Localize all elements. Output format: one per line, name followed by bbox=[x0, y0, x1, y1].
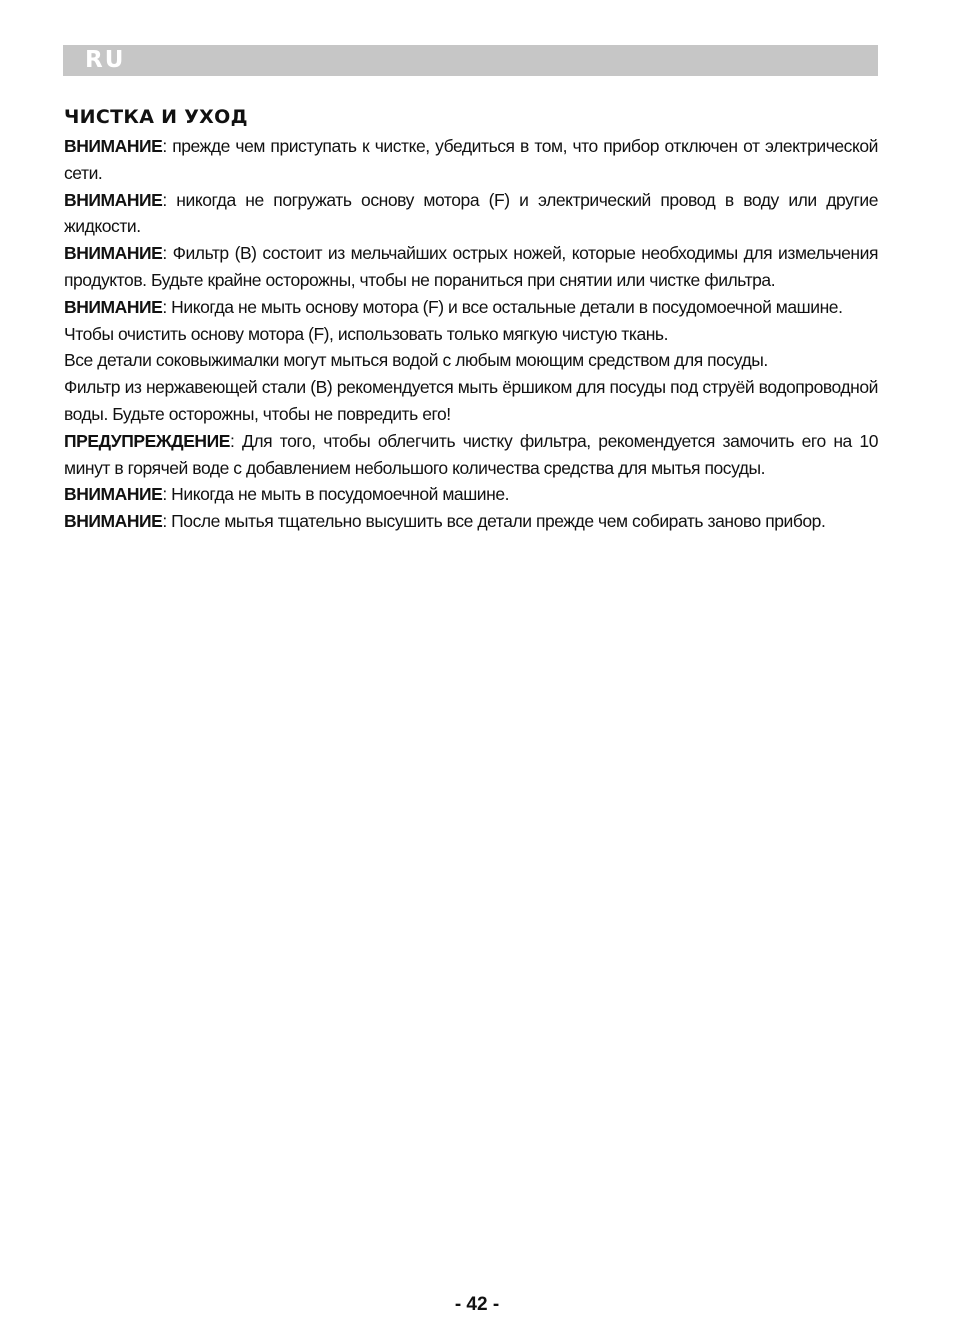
paragraph-warning-unplug bbox=[64, 133, 878, 187]
paragraph-text: : Фильтр (B) состоит из мельчайших острых ножей, которые необходимы для измельчения продуктов. Будьте крайне осторожны, чтобы не пораниться при снятии или чистке фильтра. bbox=[64, 243, 878, 290]
paragraph-text: : После мытья тщательно высушить все детали прежде чем собирать заново прибор. bbox=[162, 511, 826, 532]
paragraph-text: : никогда не погружать основу мотора (F) и электрический провод в воду или другие жидкости. bbox=[64, 189, 878, 237]
paragraph-warning-dry-parts bbox=[64, 508, 878, 535]
paragraph-text: Фильтр из нержавеющей стали (B) рекомендуется мыть ёршиком для посуды под струёй водопроводной воды. Будьте осторожны, чтобы не повредить его! bbox=[64, 377, 878, 424]
paragraph-label: ВНИМАНИЕ bbox=[64, 189, 163, 210]
paragraph-warning-filter-blades bbox=[64, 240, 878, 294]
paragraph-clean-motor-base bbox=[64, 321, 878, 348]
section-title: ЧИСТКА И УХОД bbox=[64, 106, 248, 128]
paragraph-label: ВНИМАНИЕ bbox=[64, 484, 163, 505]
paragraph-wash-parts bbox=[64, 347, 878, 374]
paragraph-warning-no-immerse bbox=[64, 187, 878, 241]
paragraph-label: ПРЕДУПРЕЖДЕНИЕ bbox=[64, 430, 230, 451]
section-cleaning-care bbox=[64, 104, 878, 535]
paragraph-text: : Для того, чтобы облегчить чистку фильтра, рекомендуется замочить его на 10 минут в горячей воде с добавлением небольшого количества средства для мытья посуды. bbox=[64, 430, 878, 478]
paragraph-warning-no-dishwasher bbox=[64, 481, 878, 508]
language-header-bar bbox=[63, 45, 878, 76]
paragraph-label: ВНИМАНИЕ bbox=[64, 511, 163, 532]
paragraph-label: ВНИМАНИЕ bbox=[64, 136, 163, 156]
paragraph-text: : Никогда не мыть в посудомоечной машине. bbox=[162, 484, 510, 505]
paragraph-label: ВНИМАНИЕ bbox=[64, 296, 163, 317]
language-code: RU bbox=[85, 47, 126, 73]
paragraph-text: Все детали соковыжималки могут мыться водой с любым моющим средством для посуды. bbox=[64, 350, 768, 371]
paragraph-tip-soak-filter bbox=[64, 428, 878, 482]
paragraph-text: : Никогда не мыть основу мотора (F) и все остальные детали в посудомоечной машине. bbox=[162, 296, 843, 317]
paragraph-text: : прежде чем приступать к чистке, убедиться в том, что прибор отключен от электрической сети. bbox=[64, 136, 878, 183]
paragraph-text: Чтобы очистить основу мотора (F), использовать только мягкую чистую ткань. bbox=[64, 323, 669, 344]
paragraph-filter-brush bbox=[64, 374, 878, 428]
page-number: - 42 - bbox=[454, 1294, 500, 1315]
paragraph-warning-no-dishwasher-motor bbox=[64, 294, 878, 321]
paragraph-label: ВНИМАНИЕ bbox=[64, 243, 163, 264]
